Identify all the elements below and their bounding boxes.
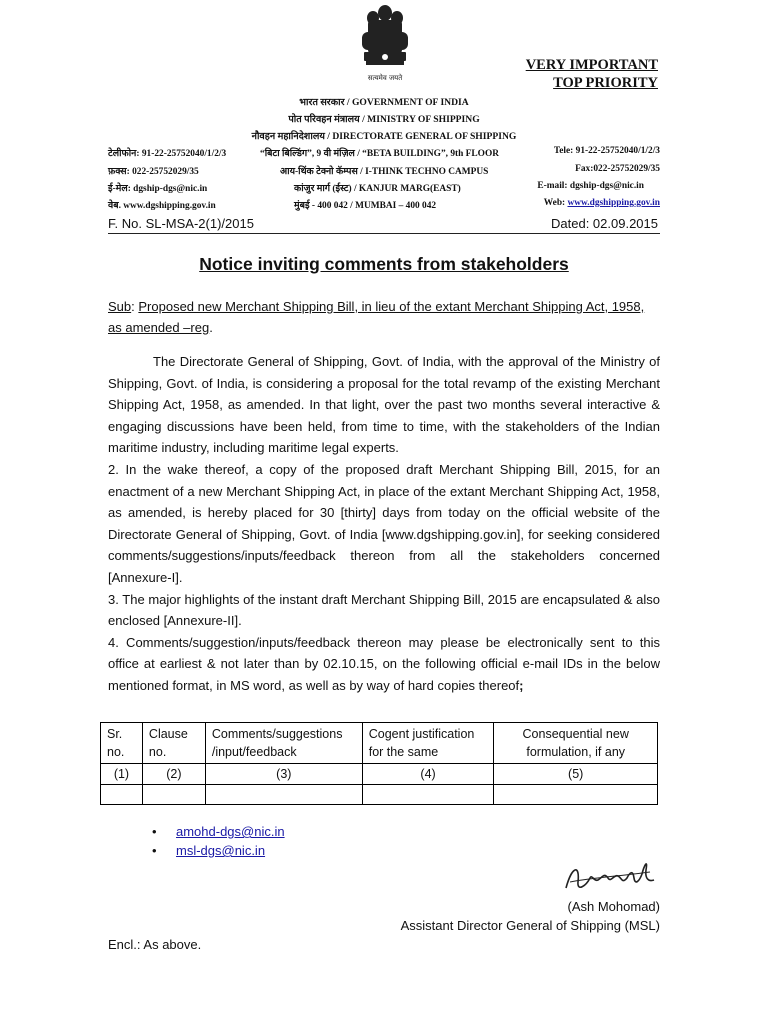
subject [108,296,660,338]
website [544,198,660,208]
table-number-row [101,764,658,785]
header-divider [108,233,660,234]
table-header-cell: Sr. no. [101,723,143,764]
contact-row-3 [108,181,660,195]
website-link[interactable]: www.dgshipping.gov.in [567,198,660,208]
priority-line-1: VERY IMPORTANT [525,57,658,73]
state-emblem-logo [340,2,430,86]
email-link-msl[interactable]: msl-dgs@nic.in [176,843,266,858]
email-list [150,822,285,860]
bullet-icon: • [152,824,157,839]
header-government: भारत सरकार / GOVERNMENT OF INDIA [299,97,469,108]
telephone: Tele: 91-22-25752040/1/2/3 [553,146,660,156]
enclosure-note: Encl.: As above. [108,937,202,952]
signer-title: Assistant Director General of Shipping (MSL) [400,918,660,933]
table-header-cell: Comments/suggestions /input/feedback [205,723,362,764]
handwritten-signature [560,852,660,902]
fax: Fax:022-25752029/35 [575,164,660,174]
contact-row-2 [108,164,660,178]
table-header-cell: Consequential new formulation, if any [494,723,658,764]
table-header-row [101,723,658,764]
comments-format-table [100,722,658,805]
paragraph-4 [108,632,660,697]
table-blank-cell [494,785,658,805]
table-blank-cell [101,785,143,805]
subject-text: Proposed new Merchant Shipping Bill, in lieu of the extant Merchant Shipping Act, 1958, as amended –reg [108,299,645,335]
email-hindi: ई-मेल: dgship-dgs@nic.in [108,184,208,194]
web-hindi: वेब. www.dgshipping.gov.in [108,201,216,211]
road-address: कांजुर मार्ग (ईस्ट) / KANJUR MARG(EAST) [294,184,461,194]
email: E-mail: dgship-dgs@nic.in [537,181,644,191]
notice-body [108,351,660,697]
table-header-cell: Clause no. [142,723,205,764]
bullet-icon: • [152,843,157,858]
paragraph-4-text: 4. Comments/suggestion/inputs/feedback thereon may please be electronically sent to this office at earliest & not later than by 02.10.15, on the following official e-mail IDs in the below mentioned format, in MS word, as well as by way of hard copies thereof [108,634,660,693]
table-number-cell: (1) [101,764,143,785]
list-item [150,822,285,841]
paragraph-1: The Directorate General of Shipping, Govt. of India, with the approval of the Ministry of Shipping, Govt. of India, is considering a proposal for the total revamp of the existing Merchant Shipping Act, 1958, as amended. In that light, over the past two months several interactive & engaging discussions have been held, from time to time, with the stakeholders of the Indian maritime industry, including maritime legal experts. [108,354,660,456]
city-address: मुंबई - 400 042 / MUMBAI – 400 042 [294,201,437,211]
table-number-cell: (3) [205,764,362,785]
email-link-amohd[interactable]: amohd-dgs@nic.in [176,824,285,839]
paragraph-3: 3. The major highlights of the instant draft Merchant Shipping Bill, 2015 are encapsulated & also enclosed [Annexure-II]. [108,591,660,629]
telephone-hindi: टेलीफोन: 91-22-25752040/1/2/3 [108,149,227,159]
emblem-motto: सत्यमेव जयते [367,74,403,82]
table-blank-cell [362,785,494,805]
fax-hindi: फ़क्स: 022-25752029/35 [108,167,199,177]
subject-end: . [209,320,213,335]
table-blank-row [101,785,658,805]
list-item [150,841,285,860]
table-blank-cell [142,785,205,805]
notice-title: Notice inviting comments from stakeholders [199,254,569,274]
table-blank-cell [205,785,362,805]
paragraph-4-end: ; [519,677,524,693]
table-number-cell: (2) [142,764,205,785]
header-directorate: नौवहन महानिदेशालय / DIRECTORATE GENERAL OF SHIPPING [251,131,517,142]
dated: Dated: 02.09.2015 [551,216,658,231]
campus-address: आय-थिंक टेक्नो कॅम्पस / I-THINK TECHNO CAMPUS [280,167,489,177]
priority-line-2: TOP PRIORITY [553,75,658,91]
contact-row-4 [108,198,660,212]
web-label: Web: [543,198,568,208]
table-header-cell: Cogent justification for the same [362,723,494,764]
table-number-cell: (5) [494,764,658,785]
signer-name: (Ash Mohomad) [567,899,660,914]
paragraph-2: 2. In the wake thereof, a copy of the proposed draft Merchant Shipping Bill, 2015, for an enactment of a new Merchant Shipping Act, in place of the extant Merchant Shipping Act, 1958, as amended, is hereby placed for 30 [thirty] days from today on the official website of the Directorate General of Shipping, Govt. of India [www.dgshipping.gov.in], for seeking considered comments/suggestions/inputs/feedback thereon from all the stakeholders concerned [Annexure-I]. [108,461,660,585]
file-number: F. No. SL-MSA-2(1)/2015 [108,216,254,231]
building-address: “बिटा बिल्डिंग”, 9 वी मंज़िल / “BETA BUILDING”, 9th FLOOR [260,149,500,159]
subject-label: Sub [108,299,132,314]
table-number-cell: (4) [362,764,494,785]
header-ministry: पोत परिवहन मंत्रालय / MINISTRY OF SHIPPING [288,114,480,125]
subject-colon: : [131,299,139,314]
contact-row-1 [108,146,660,160]
